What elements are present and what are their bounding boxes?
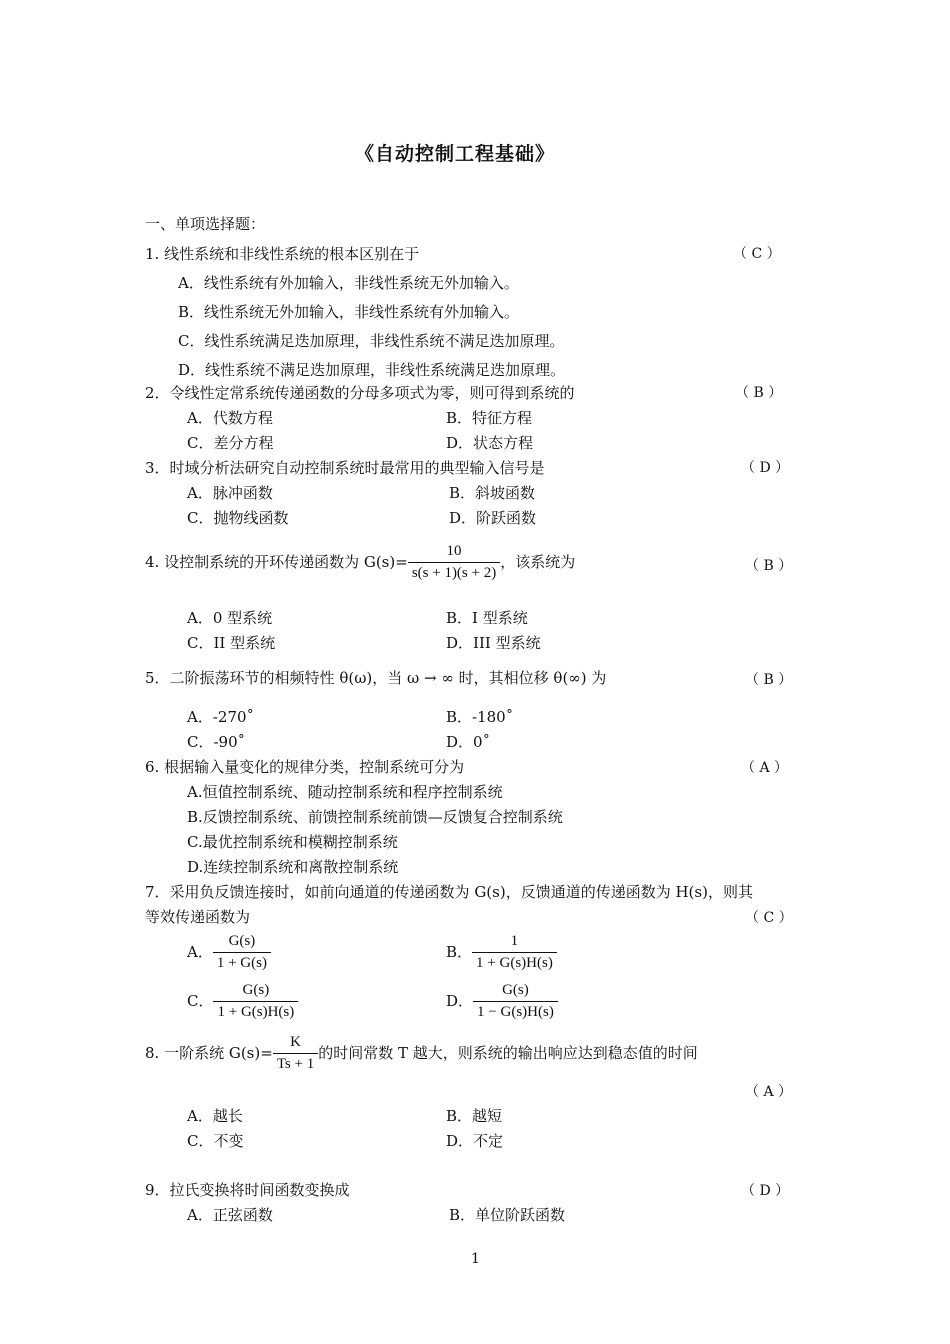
q8-fraction-numerator: K — [290, 1034, 301, 1050]
q8-option-d: D．不定 — [446, 1132, 504, 1150]
q7-option-c-denominator: 1 + G(s)H(s) — [213, 1001, 298, 1020]
q8-option-c: C．不变 — [187, 1132, 244, 1150]
q7-option-b-fraction — [472, 934, 557, 971]
q7-option-a-numerator: G(s) — [228, 933, 256, 949]
q4-fraction — [408, 544, 500, 581]
q7-option-b-numerator: 1 — [510, 933, 519, 949]
q3-option-c: C．抛物线函数 — [187, 509, 289, 527]
q4-fraction-denominator: s(s + 1)(s + 2) — [408, 562, 500, 581]
q7-option-d-fraction — [473, 983, 558, 1020]
q7-option-b-denominator: 1 + G(s)H(s) — [472, 952, 557, 971]
q6-option-a: A.恒值控制系统、随动控制系统和程序控制系统 — [187, 783, 503, 801]
page-number: 1 — [471, 1251, 480, 1267]
q1-option-c: C．线性系统满足迭加原理，非线性系统不满足迭加原理。 — [178, 332, 565, 350]
q1-option-d: D．线性系统不满足迭加原理，非线性系统满足迭加原理。 — [178, 361, 566, 379]
q3-option-d: D．阶跃函数 — [449, 509, 537, 527]
q2-option-c: C．差分方程 — [187, 434, 274, 452]
q9-answer: （ D ） — [741, 1183, 790, 1199]
q7-option-d-numerator: G(s) — [502, 982, 529, 998]
q7-option-d-label: D． — [446, 992, 474, 1010]
q7-option-d-denominator: 1 − G(s)H(s) — [473, 1001, 558, 1020]
q8-option-a: A．越长 — [187, 1107, 243, 1125]
q6-answer: （ A ） — [741, 760, 789, 776]
q4-answer: （ B ） — [745, 558, 793, 574]
q8-stem-after: 的时间常数 T 越大，则系统的输出响应达到稳态值的时间 — [318, 1044, 698, 1062]
q1-option-a: A．线性系统有外加输入，非线性系统无外加输入。 — [178, 274, 519, 292]
section-heading: 一、单项选择题： — [145, 215, 266, 233]
q4-stem-after: ，该系统为 — [500, 553, 576, 571]
q8-option-b: B．越短 — [446, 1107, 503, 1125]
q7-stem-line2: 等效传递函数为 — [145, 908, 251, 926]
q8-fraction — [273, 1035, 318, 1072]
q3-stem: 3．时域分析法研究自动控制系统时最常用的典型输入信号是 — [145, 459, 545, 477]
q4-option-a: A．0 型系统 — [187, 609, 273, 627]
q9-option-a: A．正弦函数 — [187, 1206, 273, 1224]
q5-answer: （ B ） — [745, 672, 793, 688]
q2-answer: （ B ） — [735, 385, 783, 401]
q7-option-a-denominator: 1 + G(s) — [213, 952, 271, 971]
q8-fraction-denominator: Ts + 1 — [273, 1053, 318, 1072]
q1-stem: 1. 线性系统和非线性系统的根本区别在于 — [145, 245, 420, 263]
q8-stem — [145, 1035, 698, 1072]
q1-answer: （ C ） — [733, 246, 781, 262]
q4-stem-before: 4. 设控制系统的开环传递函数为 G(s)= — [145, 553, 408, 571]
q5-option-a: A．-270˚ — [187, 708, 255, 726]
q5-option-d: D．0˚ — [446, 733, 491, 751]
q7-option-a-fraction — [213, 934, 271, 971]
q4-option-d: D．III 型系统 — [446, 634, 541, 652]
q5-option-c: C．-90˚ — [187, 733, 246, 751]
q4-fraction-numerator: 10 — [446, 543, 462, 559]
q6-option-b: B.反馈控制系统、前馈控制系统前馈—反馈复合控制系统 — [187, 808, 563, 826]
page-title: 《自动控制工程基础》 — [355, 143, 556, 165]
q2-option-a: A．代数方程 — [187, 409, 273, 427]
q7-option-c-label: C． — [187, 992, 214, 1010]
q2-option-d: D．状态方程 — [446, 434, 534, 452]
q6-option-d: D.连续控制系统和离散控制系统 — [187, 858, 399, 876]
q5-option-b: B．-180˚ — [446, 708, 514, 726]
q9-stem: 9．拉氏变换将时间函数变换成 — [145, 1181, 350, 1199]
q7-option-c — [187, 983, 298, 1020]
q7-option-c-numerator: G(s) — [242, 982, 270, 998]
q6-stem: 6. 根据输入量变化的规律分类，控制系统可分为 — [145, 758, 465, 776]
q2-option-b: B．特征方程 — [446, 409, 533, 427]
q7-stem-line1: 7．采用负反馈连接时，如前向通道的传递函数为 G(s)，反馈通道的传递函数为 H(s)，则其 — [145, 883, 753, 901]
q4-stem — [145, 544, 575, 581]
q5-stem: 5．二阶振荡环节的相频特性 θ(ω)，当 ω → ∞ 时，其相位移 θ(∞) 为 — [145, 669, 607, 687]
q8-stem-before: 8. 一阶系统 G(s)= — [145, 1044, 273, 1062]
q9-option-b: B．单位阶跃函数 — [449, 1206, 566, 1224]
q7-option-b — [446, 934, 557, 971]
q4-option-c: C．II 型系统 — [187, 634, 276, 652]
q2-stem: 2．令线性定常系统传递函数的分母多项式为零，则可得到系统的 — [145, 384, 575, 402]
q7-option-b-label: B． — [446, 943, 473, 961]
q3-option-b: B．斜坡函数 — [449, 484, 536, 502]
q7-answer: （ C ） — [745, 910, 793, 926]
q1-option-b: B．线性系统无外加输入，非线性系统有外加输入。 — [178, 303, 520, 321]
q7-option-d — [446, 983, 558, 1020]
q3-answer: （ D ） — [741, 460, 790, 476]
q7-option-a — [187, 934, 271, 971]
q7-option-a-label: A． — [187, 943, 213, 961]
q3-option-a: A．脉冲函数 — [187, 484, 273, 502]
q4-option-b: B．I 型系统 — [446, 609, 528, 627]
q8-answer: （ A ） — [745, 1084, 793, 1100]
q7-option-c-fraction — [213, 983, 298, 1020]
q6-option-c: C.最优控制系统和模糊控制系统 — [187, 833, 398, 851]
